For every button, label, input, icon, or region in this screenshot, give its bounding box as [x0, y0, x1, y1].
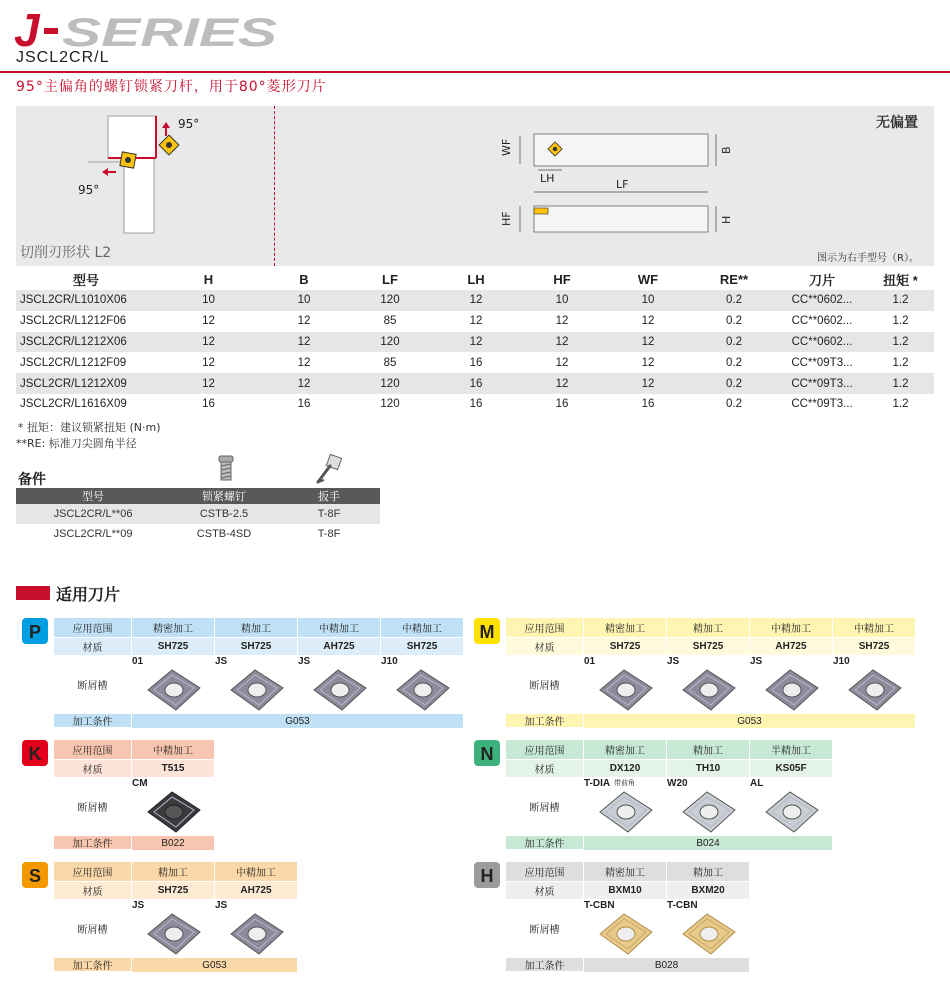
- insert-icon: [760, 666, 824, 714]
- grade-cell: AH725: [750, 638, 832, 656]
- application-cell: 中精加工: [298, 618, 380, 638]
- spec-table: [16, 268, 934, 415]
- value-cell: 0.2: [691, 332, 777, 353]
- value-cell: 120: [347, 290, 433, 311]
- spec-row: [16, 394, 934, 415]
- insert-block-n: [474, 740, 832, 850]
- chip-cell: [132, 656, 214, 714]
- wf-label: WF: [500, 138, 513, 156]
- accessory-cell: JSCL2CR/L**09: [53, 528, 133, 540]
- col-re: RE**: [719, 271, 749, 287]
- value-cell: CC**09T3...: [791, 398, 853, 411]
- spec-row: [16, 352, 934, 373]
- row-label-material: 材质: [54, 882, 131, 900]
- chip-cell: [381, 656, 463, 714]
- spec-row: [16, 373, 934, 394]
- page-subtitle: 95°主偏角的螺钉锁紧刀杆，用于80°菱形刀片: [16, 79, 327, 95]
- value-cell: 0.2: [691, 290, 777, 311]
- chipbreaker-label: AL: [750, 778, 764, 789]
- application-cell: 中精加工: [833, 618, 915, 638]
- value-cell: 10: [605, 290, 691, 311]
- insert-block-m: [474, 618, 915, 728]
- offset-label: 无偏置: [876, 115, 918, 131]
- chip-cell: [584, 656, 666, 714]
- insert-icon: [142, 788, 206, 836]
- accessories-header-row: [16, 488, 380, 504]
- col-lf: LF: [382, 271, 398, 287]
- angle-top-label: 95°: [178, 117, 200, 131]
- chipbreaker-label: T-CBN: [584, 900, 615, 911]
- series-logo: [12, 6, 282, 50]
- insert-icon: [760, 788, 824, 836]
- h-label: H: [720, 215, 733, 224]
- value-cell: 12: [641, 356, 655, 369]
- row-label-cond: 加工条件: [54, 836, 131, 850]
- chipbreaker-label: W20: [667, 778, 688, 789]
- value-cell: 12: [605, 373, 691, 394]
- value-cell: 12: [261, 332, 347, 353]
- application-cell: 精加工: [132, 862, 214, 882]
- value-cell: 16: [202, 398, 215, 411]
- condition-cell: G053: [584, 714, 915, 728]
- re-footnote: **RE: 标准刀尖圆角半径: [16, 437, 137, 450]
- value-cell: 1.2: [867, 290, 934, 311]
- row-label-material: 材质: [506, 760, 583, 778]
- value-cell: 0.2: [691, 373, 777, 394]
- material-badge-s: S: [22, 862, 48, 888]
- svg-text:J: J: [14, 6, 40, 50]
- value-cell: 12: [605, 332, 691, 353]
- col-insert: 刀片: [808, 272, 835, 288]
- grade-cell: TH10: [667, 760, 749, 778]
- insert-icon: [308, 666, 372, 714]
- application-cell: 精加工: [667, 862, 749, 882]
- chip-cell: [132, 778, 214, 836]
- value-cell: 120: [347, 332, 433, 353]
- row-label-chip: 断屑槽: [54, 656, 131, 714]
- value-cell: 16: [433, 373, 519, 394]
- value-cell: 12: [297, 315, 311, 328]
- lf-label: LF: [616, 178, 629, 191]
- accessories-table: [16, 488, 380, 544]
- grade-cell: DX120: [584, 760, 666, 778]
- diagram-separator: [274, 106, 275, 266]
- grade-cell: SH725: [833, 638, 915, 656]
- value-cell: 1.2: [892, 315, 909, 328]
- value-cell: 16: [641, 398, 655, 411]
- chipbreaker-label: JS: [667, 656, 680, 667]
- insert-icon: [677, 788, 741, 836]
- grade-cell: BXM10: [584, 882, 666, 900]
- col-wf: WF: [637, 271, 659, 287]
- value-cell: 16: [469, 356, 483, 369]
- model-cell: JSCL2CR/L1212X09: [16, 373, 156, 394]
- material-badge-p: P: [22, 618, 48, 644]
- insert-icon: [391, 666, 455, 714]
- model-cell: JSCL2CR/L1616X09: [20, 398, 127, 411]
- application-cell: 精加工: [667, 740, 749, 760]
- model-cell: JSCL2CR/L1010X06: [16, 290, 156, 311]
- condition-cell: B028: [584, 958, 749, 972]
- value-cell: 10: [261, 290, 347, 311]
- chip-cell: [215, 900, 297, 958]
- grade-cell: SH725: [381, 638, 463, 656]
- torque-footnote: * 扭矩：建议锁紧扭矩 (N·m): [18, 421, 161, 434]
- chip-cell: [132, 900, 214, 958]
- application-cell: 精密加工: [584, 862, 666, 882]
- insert-icon: [677, 666, 741, 714]
- value-cell: 12: [202, 356, 215, 369]
- screw-icon: [208, 450, 244, 486]
- acc-col-screw: 锁紧螺钉: [170, 488, 278, 504]
- value-cell: 85: [383, 356, 397, 369]
- chipbreaker-label: JS: [215, 656, 228, 667]
- condition-cell: G053: [132, 714, 463, 728]
- chip-cell: [667, 656, 749, 714]
- cutting-edge-shape-label: 切削刃形状 L2: [20, 245, 112, 261]
- value-cell: 1.2: [892, 356, 909, 369]
- chip-cell: [667, 900, 749, 958]
- insert-icon: [142, 666, 206, 714]
- chip-cell: [215, 656, 297, 714]
- value-cell: 12: [555, 356, 569, 369]
- accessories-title: 备件: [18, 472, 46, 488]
- application-cell: 精密加工: [584, 618, 666, 638]
- value-cell: 1.2: [892, 398, 909, 411]
- application-cell: 中精加工: [132, 740, 214, 760]
- chip-cell: [833, 656, 915, 714]
- value-cell: 12: [156, 373, 261, 394]
- value-cell: 16: [469, 398, 483, 411]
- value-cell: 120: [380, 398, 400, 411]
- value-cell: 1.2: [867, 332, 934, 353]
- insert-block-k: [22, 740, 214, 850]
- grade-cell: AH725: [298, 638, 380, 656]
- insert-block-h: [474, 862, 749, 972]
- value-cell: 12: [261, 373, 347, 394]
- model-cell: JSCL2CR/L1212F06: [20, 315, 127, 328]
- grade-cell: AH725: [215, 882, 297, 900]
- grade-cell: SH725: [132, 638, 214, 656]
- insert-block-s: [22, 862, 297, 972]
- row-label-chip: 断屑槽: [54, 778, 131, 836]
- condition-cell: B022: [132, 836, 214, 850]
- material-badge-h: H: [474, 862, 500, 888]
- chipbreaker-label: CM: [132, 778, 148, 789]
- row-label-range: 应用范围: [506, 862, 583, 882]
- grade-cell: SH725: [215, 638, 297, 656]
- row-label-material: 材质: [506, 638, 583, 656]
- value-cell: 16: [297, 398, 311, 411]
- value-cell: 10: [519, 290, 605, 311]
- chipbreaker-label: J10: [381, 656, 398, 667]
- acc-col-wrench: 扳手: [278, 488, 380, 504]
- grade-cell: SH725: [584, 638, 666, 656]
- insert-icon: [677, 910, 741, 958]
- application-cell: 中精加工: [750, 618, 832, 638]
- chipbreaker-label: J10: [833, 656, 850, 667]
- value-cell: 12: [433, 332, 519, 353]
- value-cell: 0.2: [726, 398, 742, 411]
- grade-cell: BXM20: [667, 882, 749, 900]
- chipbreaker-label: JS: [215, 900, 228, 911]
- application-cell: 精密加工: [132, 618, 214, 638]
- row-label-range: 应用范围: [54, 618, 131, 638]
- row-label-range: 应用范围: [506, 740, 583, 760]
- holder-dimension-drawing: [490, 126, 750, 242]
- col-b: B: [299, 271, 309, 287]
- wrench-icon: [312, 454, 348, 486]
- accessory-row: [16, 524, 380, 544]
- chip-cell: [584, 900, 666, 958]
- insert-icon: [594, 666, 658, 714]
- chip-cell: [750, 656, 832, 714]
- application-cell: 精密加工: [584, 740, 666, 760]
- row-label-cond: 加工条件: [54, 714, 131, 728]
- application-cell: 半精加工: [750, 740, 832, 760]
- value-cell: 12: [297, 356, 311, 369]
- col-hf: HF: [553, 271, 571, 287]
- spec-row: [16, 332, 934, 353]
- value-cell: 12: [156, 332, 261, 353]
- chipbreaker-label: JS: [750, 656, 763, 667]
- section-marker: [16, 586, 50, 600]
- chip-note: 带前角: [614, 780, 635, 787]
- col-torque: 扭矩 *: [883, 272, 918, 288]
- accessory-cell: JSCL2CR/L**06: [16, 504, 170, 524]
- insert-icon: [594, 910, 658, 958]
- value-cell: CC**0602...: [777, 332, 867, 353]
- material-badge-k: K: [22, 740, 48, 766]
- lh-label: LH: [540, 172, 555, 185]
- row-label-material: 材质: [54, 760, 131, 778]
- value-cell: 16: [555, 398, 569, 411]
- value-cell: 0.2: [726, 315, 742, 328]
- value-cell: CC**0602...: [791, 315, 853, 328]
- row-label-range: 应用范围: [506, 618, 583, 638]
- col-h: H: [203, 271, 214, 287]
- application-cell: 中精加工: [381, 618, 463, 638]
- divider: [0, 71, 950, 73]
- material-badge-m: M: [474, 618, 500, 644]
- row-label-cond: 加工条件: [506, 836, 583, 850]
- chip-cell: [298, 656, 380, 714]
- col-model: 型号: [72, 272, 99, 288]
- chip-cell: [584, 778, 666, 836]
- row-label-range: 应用范围: [54, 740, 131, 760]
- row-label-cond: 加工条件: [506, 958, 583, 972]
- chipbreaker-label: T-DIA: [584, 778, 611, 789]
- hf-label: HF: [500, 211, 513, 226]
- accessory-cell: CSTB-2.5: [170, 504, 278, 524]
- value-cell: 10: [156, 290, 261, 311]
- accessory-cell: CSTB-4SD: [196, 528, 252, 540]
- value-cell: 12: [641, 315, 655, 328]
- svg-text:SERIES: SERIES: [62, 11, 278, 50]
- application-cell: 精加工: [215, 618, 297, 638]
- chipbreaker-label: JS: [132, 900, 145, 911]
- spec-row: [16, 311, 934, 332]
- chipbreaker-label: 01: [584, 656, 596, 667]
- chip-cell: [667, 778, 749, 836]
- insert-icon: [142, 910, 206, 958]
- value-cell: 120: [347, 373, 433, 394]
- insert-icon: [225, 910, 289, 958]
- insert-icon: [843, 666, 907, 714]
- condition-cell: B024: [584, 836, 832, 850]
- row-label-chip: 断屑槽: [506, 656, 583, 714]
- chipbreaker-label: 01: [132, 656, 144, 667]
- accessory-cell: T-8F: [278, 504, 380, 524]
- row-label-cond: 加工条件: [54, 958, 131, 972]
- acc-col-model: 型号: [16, 488, 170, 504]
- row-label-chip: 断屑槽: [54, 900, 131, 958]
- grade-cell: T515: [132, 760, 214, 778]
- figure-note: 图示为右手型号（R）。: [817, 253, 919, 264]
- application-cell: 精加工: [667, 618, 749, 638]
- row-label-material: 材质: [54, 638, 131, 656]
- row-label-chip: 断屑槽: [506, 900, 583, 958]
- chip-cell: [750, 778, 832, 836]
- chipbreaker-label: JS: [298, 656, 311, 667]
- row-label-material: 材质: [506, 882, 583, 900]
- model-title: JSCL2CR/L: [16, 49, 110, 66]
- value-cell: 0.2: [726, 356, 742, 369]
- row-label-chip: 断屑槽: [506, 778, 583, 836]
- accessory-row: [16, 504, 380, 524]
- value-cell: 12: [202, 315, 215, 328]
- row-label-cond: 加工条件: [506, 714, 583, 728]
- grade-cell: SH725: [667, 638, 749, 656]
- row-label-range: 应用范围: [54, 862, 131, 882]
- value-cell: 1.2: [867, 373, 934, 394]
- value-cell: 12: [433, 290, 519, 311]
- model-cell: JSCL2CR/L1212X06: [16, 332, 156, 353]
- col-lh: LH: [467, 271, 485, 287]
- application-cell: 中精加工: [215, 862, 297, 882]
- grade-cell: KS05F: [750, 760, 832, 778]
- insert-icon: [225, 666, 289, 714]
- insert-block-p: [22, 618, 463, 728]
- value-cell: 85: [383, 315, 397, 328]
- accessory-cell: T-8F: [317, 528, 341, 540]
- value-cell: CC**09T3...: [777, 373, 867, 394]
- angle-left-label: 95°: [78, 183, 100, 197]
- spec-row: [16, 290, 934, 311]
- spec-header-row: [16, 268, 934, 290]
- value-cell: CC**09T3...: [791, 356, 853, 369]
- value-cell: 12: [469, 315, 483, 328]
- insert-icon: [594, 788, 658, 836]
- condition-cell: G053: [132, 958, 297, 972]
- value-cell: 12: [519, 373, 605, 394]
- inserts-title: 适用刀片: [56, 585, 121, 604]
- b-label: B: [720, 146, 733, 154]
- value-cell: CC**0602...: [777, 290, 867, 311]
- grade-cell: SH725: [132, 882, 214, 900]
- model-cell: JSCL2CR/L1212F09: [20, 356, 127, 369]
- material-badge-n: N: [474, 740, 500, 766]
- value-cell: 12: [555, 315, 569, 328]
- chipbreaker-label: T-CBN: [667, 900, 698, 911]
- value-cell: 12: [519, 332, 605, 353]
